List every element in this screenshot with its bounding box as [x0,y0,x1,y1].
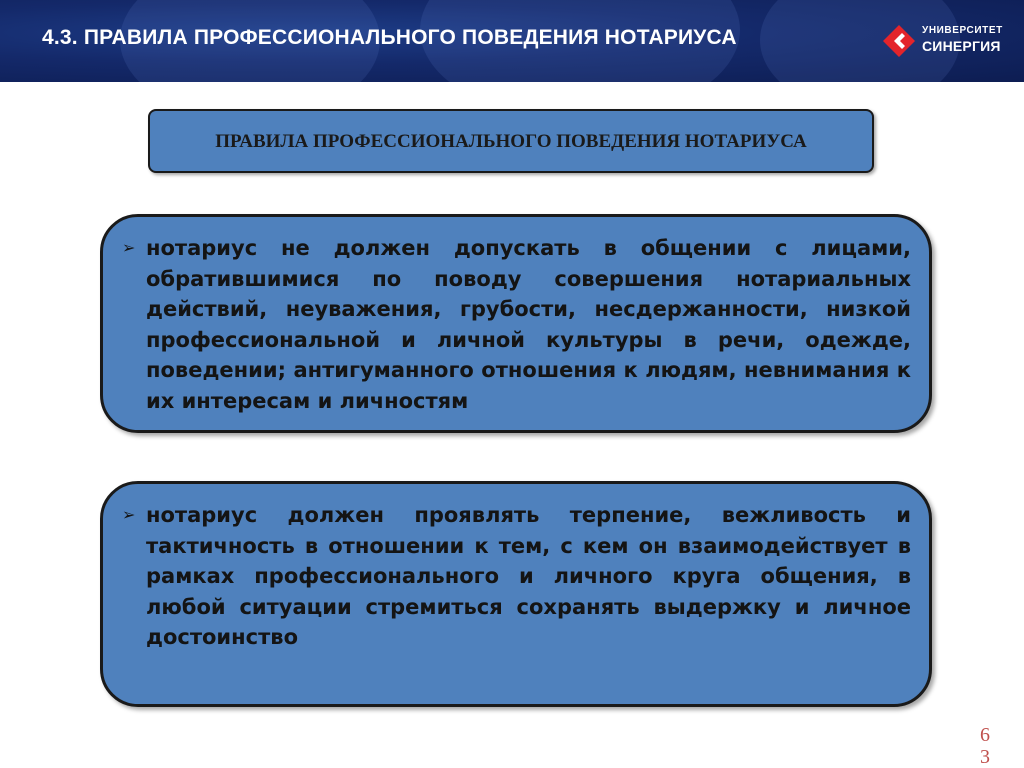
logo-line-university: УНИВЕРСИТЕТ [922,25,1003,36]
page-number: 63 [980,724,990,768]
rule-text-2 [122,500,911,653]
section-title-box [148,109,874,173]
section-title: ПРАВИЛА ПРОФЕССИОНАЛЬНОГО ПОВЕДЕНИЯ НОТАРИУСА [215,130,807,152]
slide-title: 4.3. ПРАВИЛА ПРОФЕССИОНАЛЬНОГО ПОВЕДЕНИЯ НОТАРИУСА [42,26,737,49]
rule-text-1 [122,233,911,416]
arrow-bullet-icon: ➢ [122,505,136,524]
university-logo [882,22,1012,62]
logo-line-synergy: СИНЕРГИЯ [922,38,1001,54]
rule-1-body: нотариус не должен допускать в общении с лицами, обратившимися по поводу совершения нотариальных действий, неуважения, грубости, несдержанности, низкой профессиональной и личной культуры в речи, одежде, поведении; антигуманного отношения к людям, невнимания к их интересам и личностям [146,236,911,413]
header-bar [0,0,1024,82]
rule-2-body: нотариус должен проявлять терпение, вежливость и тактичность в отношении к тем, с кем он взаимодействует в рамках профессионального и личного круга общения, в любой ситуации стремиться сохранять выдержку и личное достоинство [146,503,911,649]
arrow-bullet-icon: ➢ [122,238,136,257]
synergy-logo-mark-icon [882,24,916,58]
